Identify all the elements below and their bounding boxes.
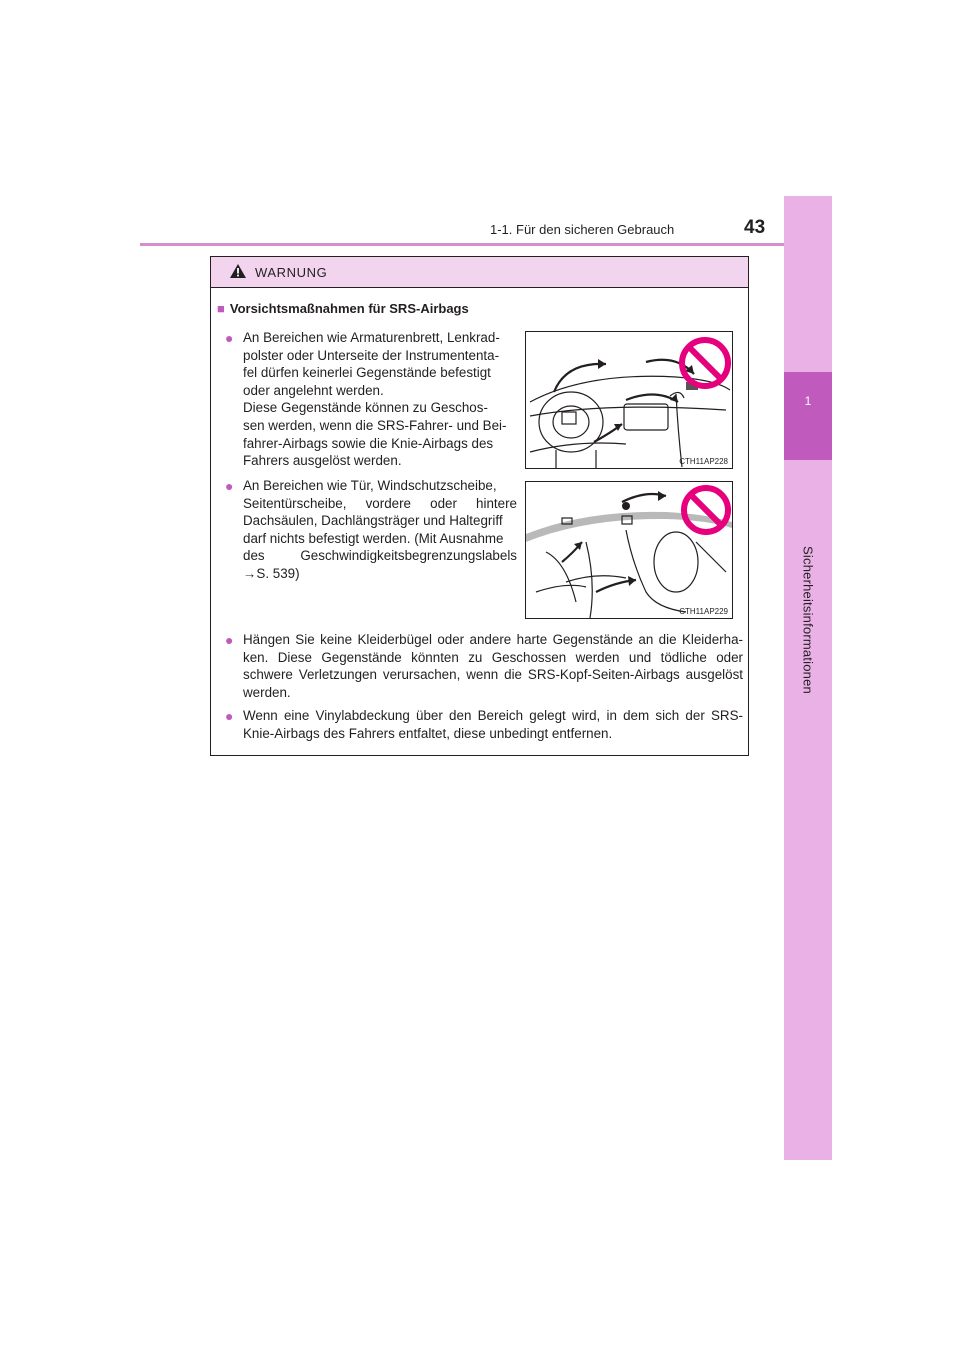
item-line: Wenn eine Vinylabdeckung über den Bereich gelegt wird, in dem sich der SRS-: [243, 708, 743, 723]
warning-title: WARNUNG: [255, 265, 328, 280]
item-line: Dachsäulen, Dachlängsträger und Haltegriff: [243, 513, 503, 529]
warning-header: [211, 257, 748, 288]
warning-subheading-text: Vorsichtsmaßnahmen für SRS-Airbags: [229, 301, 469, 316]
item-line: Seitentürscheibe, vordere oder hintere: [243, 495, 517, 511]
item-line: An Bereichen wie Tür, Windschutzscheibe,: [243, 478, 497, 493]
item-line: Diese Gegenstände können zu Geschos-: [243, 400, 488, 416]
bullet-icon: ●: [225, 632, 234, 648]
figure-code: CTH11AP228: [679, 457, 728, 466]
header-rule: [140, 243, 832, 246]
figure-code: CTH11AP229: [679, 607, 728, 616]
section-title: 1-1. Für den sicheren Gebrauch: [490, 222, 675, 237]
warning-subheading: [217, 301, 469, 316]
item-line: des Geschwindigkeitsbegrenzungslabels: [243, 548, 517, 564]
prohibition-icon: [680, 484, 732, 536]
item-line: darf nichts befestigt werden. (Mit Ausnahme: [243, 530, 504, 546]
prohibition-icon: [678, 336, 732, 390]
item-line: fel dürfen keinerlei Gegenstände befestigt: [243, 365, 491, 381]
figure-interior-prohibited: [525, 481, 733, 619]
list-item: [243, 329, 517, 470]
bullet-icon: ●: [225, 478, 234, 494]
item-line: oder angelehnt werden.: [243, 382, 384, 398]
item-line: Knie-Airbags des Fahrers entfaltet, diese unbedingt entfernen.: [243, 725, 613, 741]
item-line: ken. Diese Gegenstände könnten zu Geschossen werden und tödliche oder: [243, 649, 743, 665]
item-line: sen werden, wenn die SRS-Fahrer- und Bei-: [243, 417, 507, 433]
item-line: Hängen Sie keine Kleiderbügel oder andere harte Gegenstände an die Kleiderha-: [243, 632, 743, 647]
bullet-icon: ●: [225, 330, 234, 346]
item-line: werden.: [243, 684, 291, 700]
bullet-icon: ●: [225, 708, 234, 724]
page-number: 43: [744, 217, 766, 238]
chapter-label: Sicherheitsinformationen: [800, 546, 816, 694]
list-item: [243, 631, 743, 701]
warning-triangle-icon: [229, 263, 247, 279]
figure-dashboard-prohibited: [525, 331, 733, 469]
list-item: [243, 707, 743, 742]
item-line: An Bereichen wie Armaturenbrett, Lenkrad-: [243, 330, 500, 345]
item-line: fahrer-Airbags sowie die Knie-Airbags des: [243, 435, 494, 451]
chapter-number: 1: [804, 394, 812, 408]
list-item: [243, 477, 517, 583]
warning-box: [210, 256, 749, 756]
item-line: polster oder Unterseite der Instrumententa-: [243, 347, 500, 363]
item-line: Fahrers ausgelöst werden.: [243, 453, 402, 469]
chapter-tab-active[interactable]: [784, 372, 832, 460]
item-line: →S. 539): [243, 565, 300, 581]
item-line: schwere Verletzungen verursachen, wenn die SRS-Kopf-Seiten-Airbags ausgelöst: [243, 667, 743, 683]
square-bullet-icon: ■: [217, 301, 225, 316]
